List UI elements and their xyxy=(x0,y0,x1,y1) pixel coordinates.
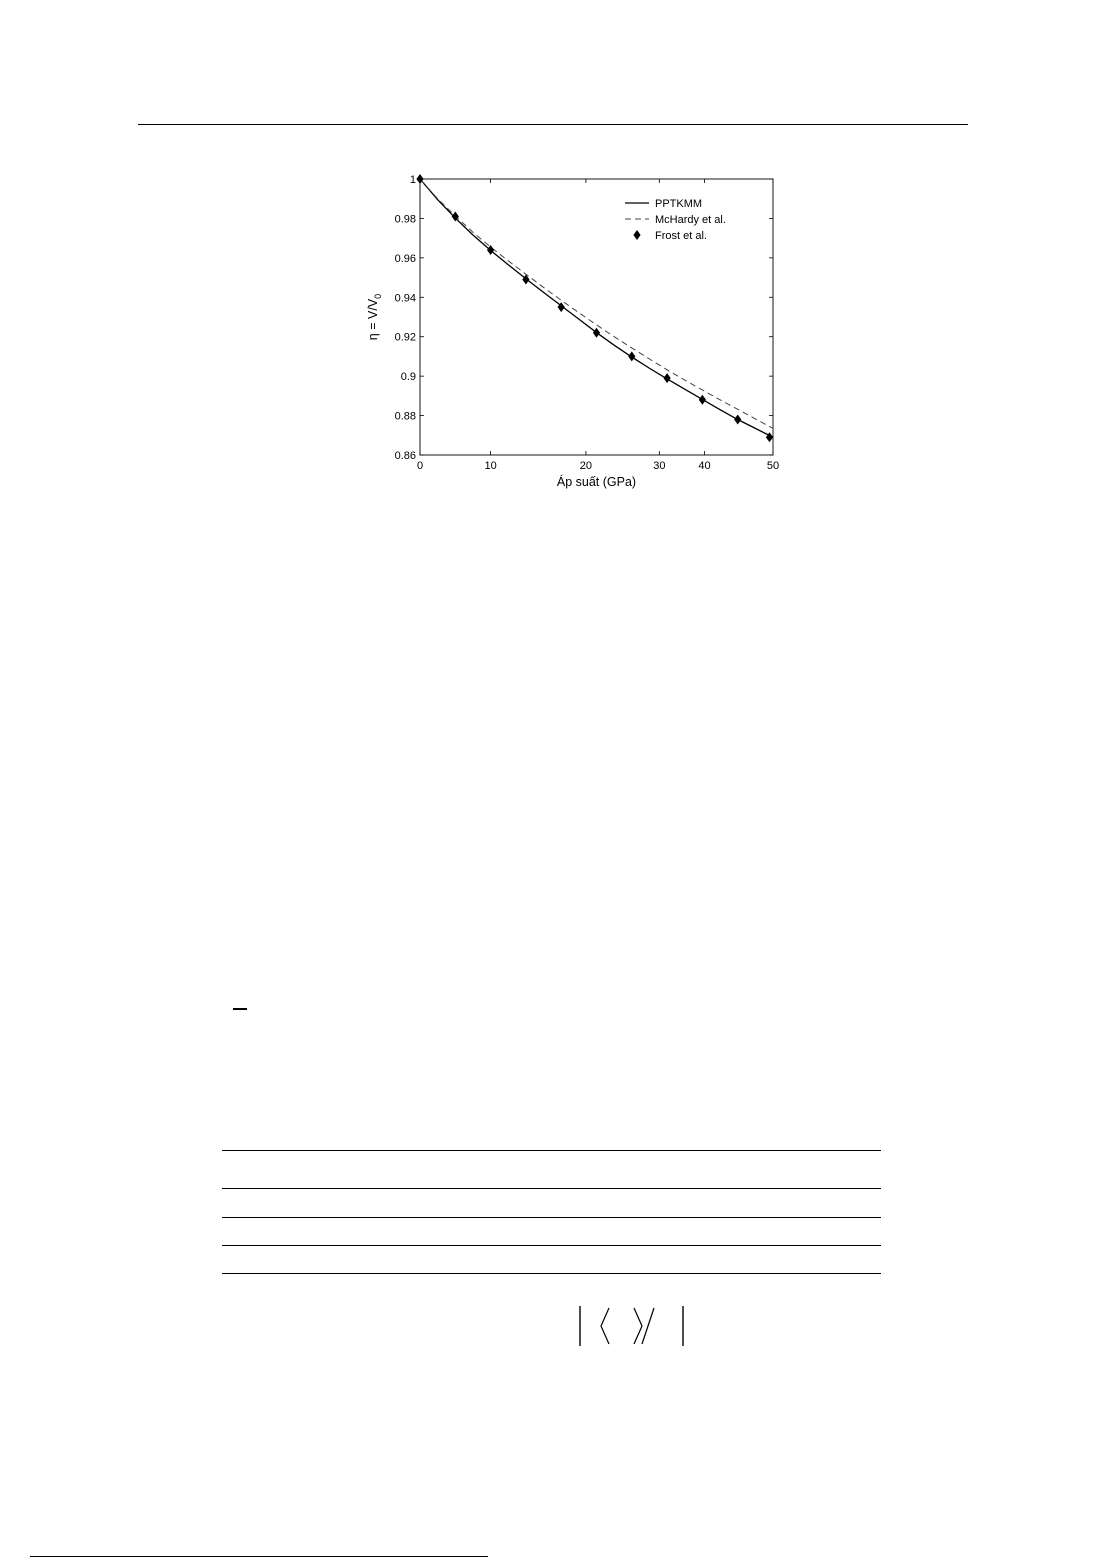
x-tick-label: 40 xyxy=(698,460,711,472)
y-tick-label: 0.9 xyxy=(400,371,416,384)
legend-label: McHardy et al. xyxy=(655,214,726,226)
table-rule-row-1 xyxy=(222,1217,881,1218)
header-rule xyxy=(138,124,968,125)
data-point-diamond xyxy=(628,351,635,361)
x-axis-label: Áp suất (GPa) xyxy=(556,475,637,489)
x-tick-label: 10 xyxy=(484,460,497,472)
legend-label: PPTKMM xyxy=(655,198,703,210)
table-rule-top xyxy=(222,1150,881,1151)
table-rule-bottom xyxy=(222,1273,881,1274)
legend-marker xyxy=(633,230,640,240)
y-axis-label-subscript: 0 xyxy=(373,293,383,299)
x-tick-label: 30 xyxy=(653,460,666,472)
overbar-mark xyxy=(233,1008,247,1010)
x-tick-label: 50 xyxy=(766,460,780,472)
x-tick-label: 0 xyxy=(416,460,424,472)
y-tick-label: 0.96 xyxy=(394,252,416,265)
y-tick-label: 0.88 xyxy=(394,410,416,423)
table-rule-header xyxy=(222,1188,881,1189)
data-point-diamond xyxy=(593,328,600,338)
y-tick-label: 0.98 xyxy=(394,213,416,226)
y-axis-label-main: η = V/V xyxy=(366,298,380,341)
x-tick-label: 20 xyxy=(579,460,593,472)
data-point-diamond xyxy=(699,395,706,405)
y-tick-label: 0.86 xyxy=(394,450,416,462)
table-rule-row-2 xyxy=(222,1245,881,1246)
footnote-rule xyxy=(30,1556,488,1557)
y-axis-label xyxy=(366,294,383,340)
y-tick-label: 0.92 xyxy=(394,331,416,344)
data-point-diamond xyxy=(664,373,671,383)
legend-label: Frost et al. xyxy=(655,230,707,242)
formula-bracket-glyphs xyxy=(572,1304,692,1354)
data-point-diamond xyxy=(734,415,741,425)
data-point-diamond xyxy=(487,245,494,255)
compression-chart xyxy=(350,160,800,520)
y-tick-label: 0.94 xyxy=(394,292,416,305)
y-tick-label: 1 xyxy=(409,174,416,186)
